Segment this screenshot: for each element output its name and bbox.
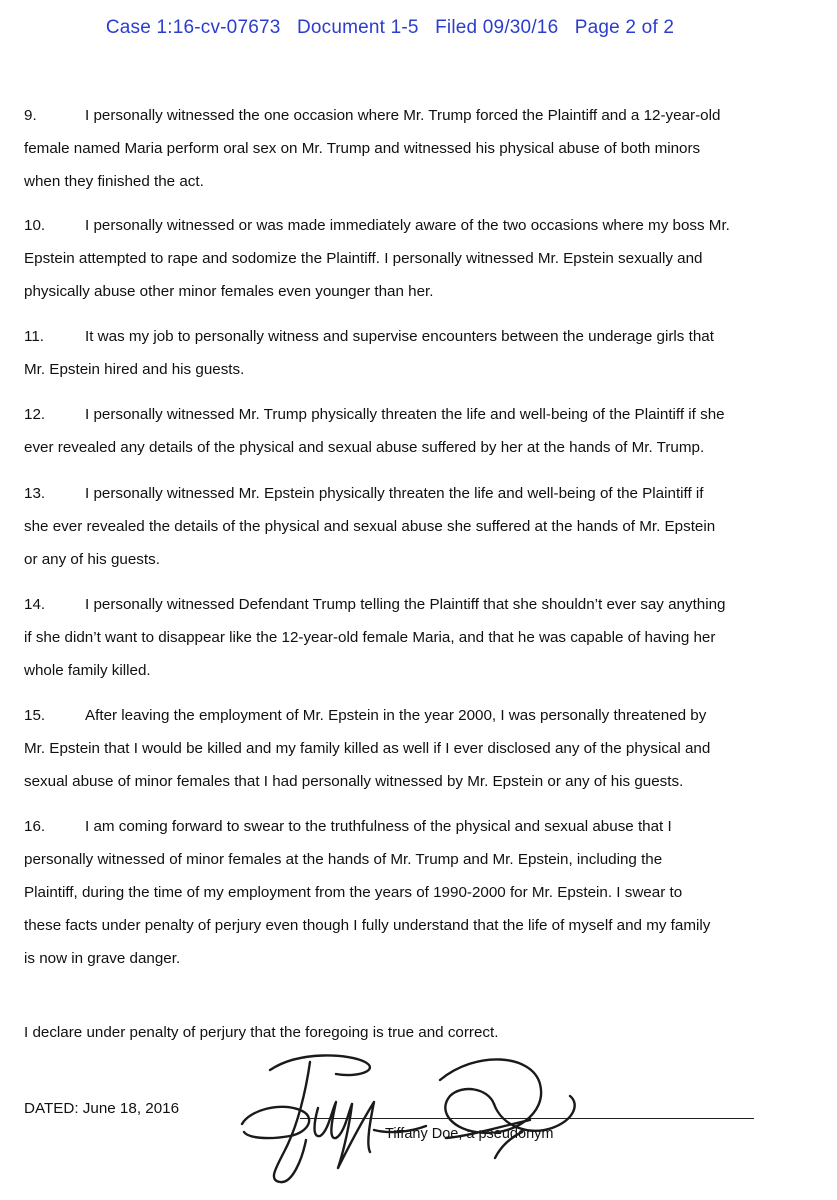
paragraph-12: [24, 398, 804, 464]
paragraph-line: if she didn’t want to disappear like the 12-year-old female Maria, and that he was capable of having her: [24, 629, 716, 646]
paragraph-line: Mr. Epstein that I would be killed and my family killed as well if I ever disclosed any of the physical and: [24, 740, 711, 757]
paragraph-line: is now in grave danger.: [24, 950, 181, 967]
paragraph-15: [24, 699, 804, 798]
paragraph-line: 14. I personally witnessed Defendant Trump telling the Plaintiff that she shouldn’t ever say anything: [24, 588, 804, 621]
paragraph-line: 10. I personally witnessed or was made immediately aware of the two occasions where my boss Mr.: [24, 209, 804, 242]
paragraph-line: female named Maria perform oral sex on Mr. Trump and witnessed his physical abuse of both minors: [24, 140, 701, 157]
paragraph-line: personally witnessed of minor females at the hands of Mr. Trump and Mr. Epstein, including the: [24, 851, 663, 868]
paragraph-number: 9.: [24, 107, 37, 124]
paragraph-line: ever revealed any details of the physical and sexual abuse suffered by her at the hands of Mr. Trump.: [24, 439, 705, 456]
paragraph-number: 15.: [24, 707, 46, 724]
handwritten-signature: [240, 1040, 610, 1190]
paragraph-line: these facts under penalty of perjury even though I fully understand that the life of myself and my family: [24, 917, 711, 934]
signer-name: Tiffany Doe, a pseudonym: [385, 1126, 554, 1142]
paragraph-number: 11.: [24, 328, 44, 345]
paragraph-number: 13.: [24, 485, 46, 502]
paragraph-line: whole family killed.: [24, 662, 151, 679]
paragraph-line: 13. I personally witnessed Mr. Epstein physically threaten the life and well-being of the Plaintiff if: [24, 477, 804, 510]
paragraph-line: 12. I personally witnessed Mr. Trump physically threaten the life and well-being of the Plaintiff if she: [24, 398, 804, 431]
paragraph-9: [24, 99, 804, 198]
paragraph-line: 15. After leaving the employment of Mr. Epstein in the year 2000, I was personally threatened by: [24, 699, 804, 732]
paragraph-line: when they finished the act.: [24, 173, 204, 190]
paragraph-16: [24, 810, 804, 975]
paragraph-number: 14.: [24, 596, 46, 613]
paragraph-13: [24, 477, 804, 576]
paragraph-14: [24, 588, 804, 687]
case-header: Case 1:16-cv-07673 Document 1-5 Filed 09/30/16 Page 2 of 2: [105, 17, 675, 38]
paragraph-line: physically abuse other minor females even younger than her.: [24, 283, 434, 300]
paragraph-11: [24, 320, 804, 386]
paragraph-line: 9. I personally witnessed the one occasion where Mr. Trump forced the Plaintiff and a 12-year-old: [24, 99, 804, 132]
paragraph-number: 10.: [24, 217, 46, 234]
paragraph-number: 12.: [24, 406, 46, 423]
paragraph-number: 16.: [24, 818, 46, 835]
paragraph-line: or any of his guests.: [24, 551, 160, 568]
paragraph-line: she ever revealed the details of the physical and sexual abuse she suffered at the hands of Mr. Epstein: [24, 518, 716, 535]
dated-line: DATED: June 18, 2016: [24, 1100, 180, 1117]
paragraph-10: [24, 209, 804, 308]
paragraph-line: 11. It was my job to personally witness and supervise encounters between the underage girls that: [24, 320, 804, 353]
declaration-statement: I declare under penalty of perjury that the foregoing is true and correct.: [24, 1024, 499, 1041]
paragraph-line: sexual abuse of minor females that I had personally witnessed by Mr. Epstein or any of his guests.: [24, 773, 684, 790]
paragraph-line: 16. I am coming forward to swear to the truthfulness of the physical and sexual abuse that I: [24, 810, 804, 843]
paragraph-line: Epstein attempted to rape and sodomize the Plaintiff. I personally witnessed Mr. Epstein sexually and: [24, 250, 703, 267]
paragraph-line: Mr. Epstein hired and his guests.: [24, 361, 245, 378]
paragraph-line: Plaintiff, during the time of my employment from the years of 1990-2000 for Mr. Epstein. I swear to: [24, 884, 683, 901]
